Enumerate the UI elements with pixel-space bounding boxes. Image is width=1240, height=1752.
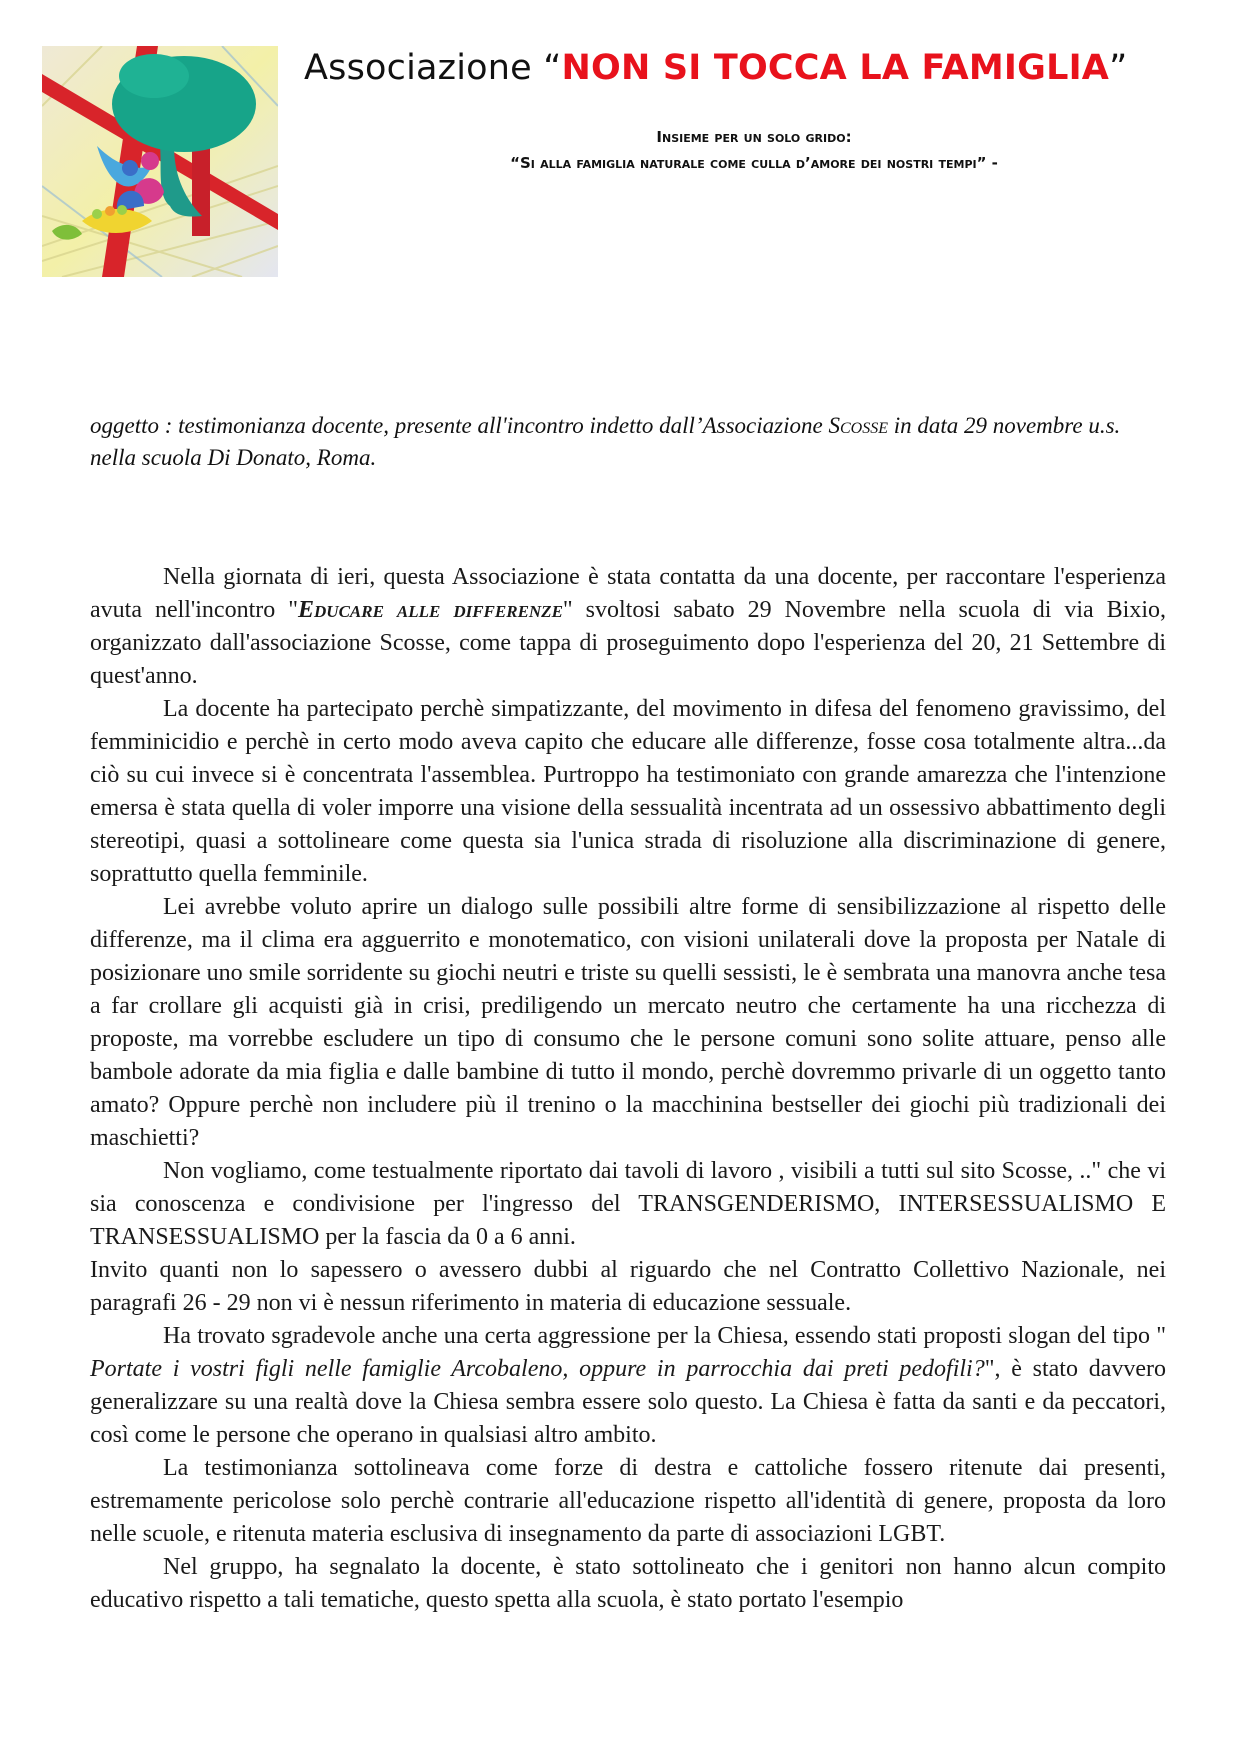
event-title: Educare alle differenze bbox=[298, 597, 563, 623]
motto bbox=[304, 124, 1204, 176]
motto-line-1: Insieme per un solo grido: bbox=[656, 128, 852, 146]
family-tree-cross-logo-icon bbox=[42, 46, 278, 277]
paragraph bbox=[90, 1320, 1166, 1452]
paragraph: Invito quanti non lo sapessero o avessero dubbi al riguardo che nel Contratto Collettivo Nazionale, nei paragrafi 26 - 29 non vi è nessun riferimento in materia di educazione sessuale. bbox=[90, 1257, 1166, 1316]
paragraph-text: ", è stato davvero generalizzare su una realtà dove la Chiesa sembra essere solo questo. La Chiesa è fatta da santi e da peccatori, così come le persone che operano in qualsiasi altro ambito. bbox=[90, 1356, 1166, 1448]
association-name: NON SI TOCCA LA FAMIGLIA bbox=[561, 48, 1110, 88]
paragraph bbox=[90, 561, 1166, 693]
motto-line-2: “Si alla famiglia naturale come culla d’amore dei nostri tempi” - bbox=[510, 154, 998, 172]
paragraph: La testimonianza sottolineava come forze di destra e cattoliche fossero ritenute dai presenti, estremamente pericolose solo perchè contrarie all'educazione rispetto all'identità di genere, proposta da loro nelle scuole, e ritenuta materia esclusiva di insegnamento da parte di associazioni LGBT. bbox=[90, 1455, 1166, 1547]
paragraph-text: " svoltosi sabato 29 Novembre nella scuola di via Bixio, organizzato dall'associazione Scosse, come tappa di proseguimento dopo l'esperienza del 20, 21 Settembre di quest'anno. bbox=[90, 597, 1167, 689]
paragraph-text: Nella giornata di ieri, questa Associazione è stata contatta da una docente, per raccontare l'esperienza avuta nell'incontro " bbox=[90, 564, 1166, 623]
paragraph: Non vogliamo, come testualmente riportato dai tavoli di lavoro , visibili a tutti sul sito Scosse, .." che vi sia conoscenza e condivisione per l'ingresso del TRANSGENDERISMO, INTERSESSUALISMO E TRANSESSUALISMO per la fascia da 0 a 6 anni. bbox=[90, 1158, 1166, 1250]
slogan-quote: Portate i vostri figli nelle famiglie Arcobaleno, oppure in parrocchia dai preti pedofili? bbox=[90, 1356, 985, 1382]
subject-line bbox=[90, 410, 1150, 474]
association-title bbox=[304, 48, 1204, 88]
letter-body bbox=[90, 561, 1166, 1617]
paragraph-text: Ha trovato sgradevole anche una certa aggressione per la Chiesa, essendo stati proposti slogan del tipo " bbox=[163, 1323, 1166, 1349]
association-logo bbox=[42, 46, 278, 277]
title-suffix: ” bbox=[1109, 48, 1128, 88]
title-prefix: Associazione “ bbox=[304, 48, 562, 88]
subject-part-2: in data 29 novembre u.s. nella scuola Di Donato, Roma. bbox=[90, 413, 1121, 470]
paragraph: Nel gruppo, ha segnalato la docente, è stato sottolineato che i genitori non hanno alcun compito educativo rispetto a tali tematiche, questo spetta alla scuola, è stato portato l'esempio bbox=[90, 1554, 1166, 1613]
paragraph: Lei avrebbe voluto aprire un dialogo sulle possibili altre forme di sensibilizzazione al rispetto delle differenze, ma il clima era agguerrito e monotematico, con visioni unilaterali dove la proposta per Natale di posizionare uno smile sorridente su giochi neutri e triste su quelli sessisti, le è sembrata una manovra anche tesa a far crollare gli acquisti già in crisi, prediligendo un mercato neutro che certamente ha una ricchezza di proposte, ma vorrebbe escludere un tipo di consumo che le persone comuni sono solite attuare, penso alle bambole adorate da mia figlia e dalle bambine di tutto il mondo, perchè dovremmo privarle di un oggetto tanto amato? Oppure perchè non includere più il trenino o la macchinina bestseller dei giochi più tradizionali dei maschietti? bbox=[90, 894, 1166, 1151]
subject-org: Scosse bbox=[828, 413, 888, 438]
paragraph: La docente ha partecipato perchè simpatizzante, del movimento in difesa del fenomeno gravissimo, del femminicidio e perchè in certo modo aveva capito che educare alle differenze, fosse cosa totalmente altra...da ciò su cui invece si è concentrata l'assemblea. Purtroppo ha testimoniato con grande amarezza che l'intenzione emersa è stata quella di voler imporre una visione della sessualità incentrata ad un ossessivo abbattimento degli stereotipi, quasi a sottolineare come questa sia l'unica strada di risoluzione alla discriminazione di genere, soprattutto quella femminile. bbox=[90, 696, 1166, 887]
subject-part-1: oggetto : testimonianza docente, presente all'incontro indetto dall’Associazione bbox=[90, 413, 829, 438]
